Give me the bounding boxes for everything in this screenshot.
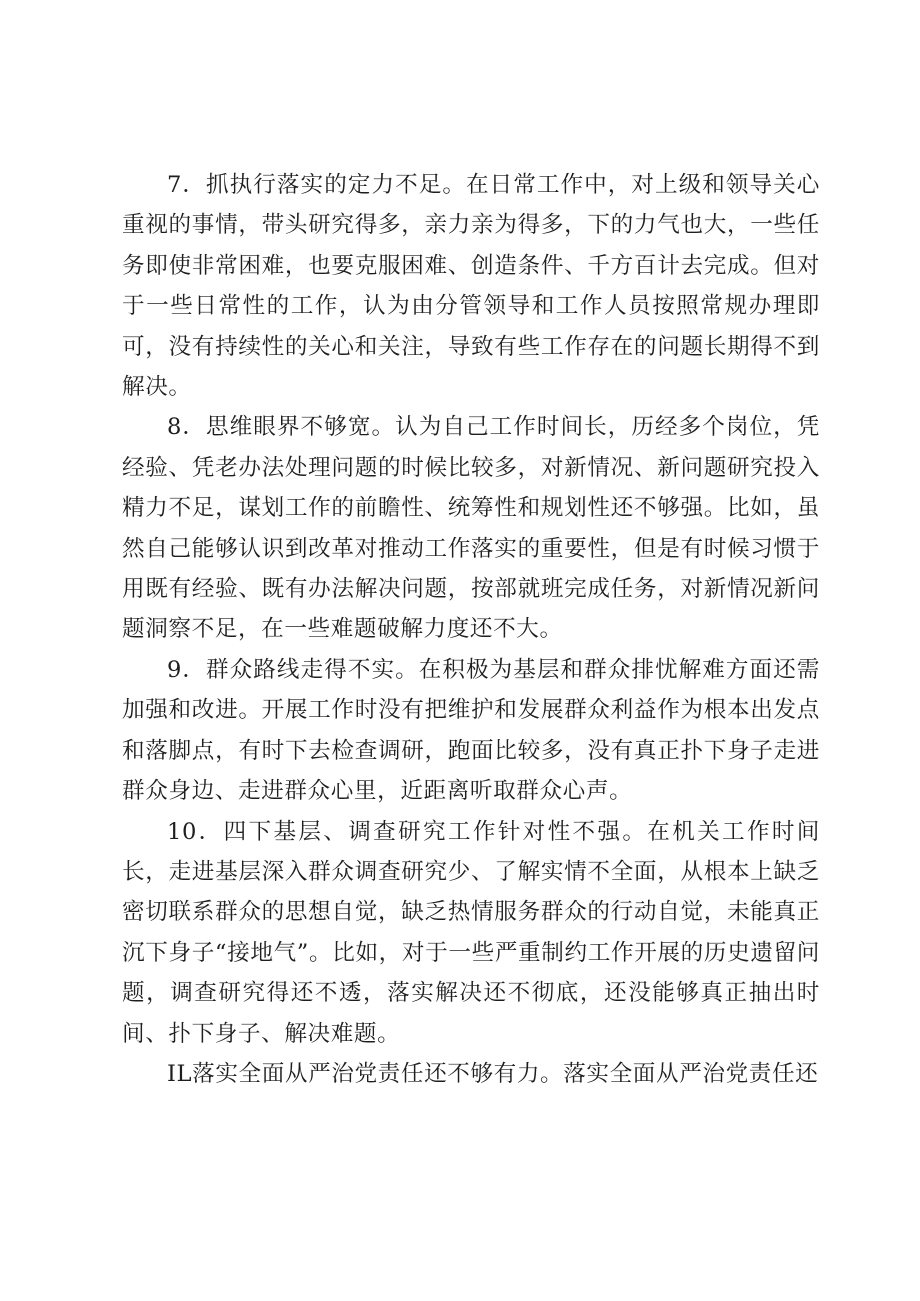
paragraph-11: IL落实全面从严治党责任还不够有力。落实全面从严治党责任还	[167, 1060, 819, 1087]
paragraph-10: 10．四下基层、调查研究工作针对性不强。在机关工作时间长，走进基层深入群众调查研究少、了解实情不全面，从根本上缺乏密切联系群众的思想自觉，缺乏热情服务群众的行动自觉，未能真正沉下身子“接地气”。比如，对于一些严重制约工作开展的历史遗留问题，调查研究得还不透，落实解决还不彻底，还没能够真正抽出时间、扑下身子、解决难题。	[122, 818, 820, 1047]
document-body	[122, 165, 820, 1094]
paragraph-7: 7．抓执行落实的定力不足。在日常工作中，对上级和领导关心重视的事情，带头研究得多，亲力亲为得多，下的力气也大，一些任务即使非常困难，也要克服困难、创造条件、千方百计去完成。但对于一些日常性的工作，认为由分管领导和工作人员按照常规办理即可，没有持续性的关心和关注，导致有些工作存在的问题长期得不到解决。	[122, 172, 820, 401]
paragraph-9: 9．群众路线走得不实。在积极为基层和群众排忧解难方面还需加强和改进。开展工作时没有把维护和发展群众利益作为根本出发点和落脚点，有时下去检查调研，跑面比较多，没有真正扑下身子走进群众身边、走进群众心里，近距离听取群众心声。	[122, 656, 820, 805]
paragraph-8: 8．思维眼界不够宽。认为自己工作时间长，历经多个岗位，凭经验、凭老办法处理问题的时候比较多，对新情况、新问题研究投入精力不足，谋划工作的前瞻性、统筹性和规划性还不够强。比如，虽然自己能够认识到改革对推动工作落实的重要性，但是有时候习惯于用既有经验、既有办法解决问题，按部就班完成任务，对新情况新问题洞察不足，在一些难题破解力度还不大。	[122, 414, 820, 643]
